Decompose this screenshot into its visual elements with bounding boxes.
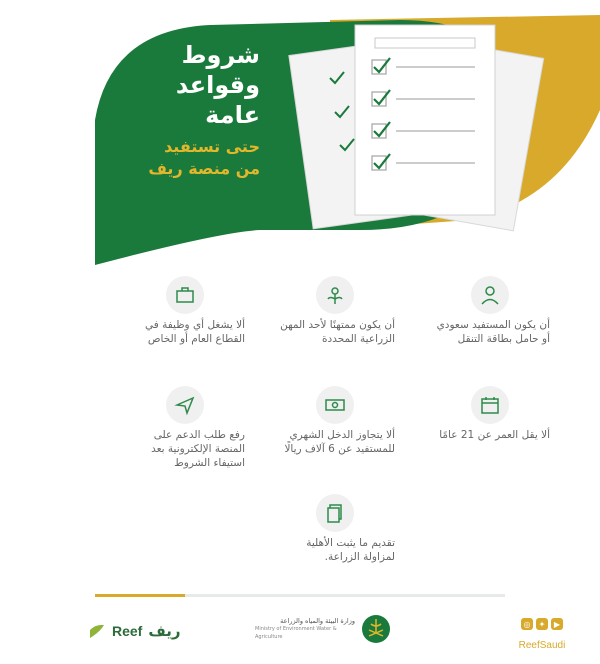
header-art <box>0 0 600 280</box>
ministry-text <box>255 617 355 641</box>
condition-age <box>420 386 560 442</box>
condition-eligibility-proof <box>265 494 405 564</box>
condition-text: ألا يقل العمر عن 21 عامًا <box>439 429 550 441</box>
condition-text: أن يكون المستفيد سعودي أو حامل بطاقة التنقل <box>436 319 550 345</box>
condition-text: رفع طلب الدعم على المنصة الإلكترونية بعد استيفاء الشروط <box>151 429 245 469</box>
title-line-1: شروط <box>181 41 260 69</box>
condition-nationality <box>420 276 560 346</box>
ministry-english: Ministry of Environment Water & Agriculture <box>255 626 337 640</box>
reef-logo <box>88 622 181 640</box>
condition-text: ألا يتجاوز الدخل الشهري للمستفيد عن 6 آلاف ريالًا <box>284 429 395 455</box>
plant-icon <box>316 276 354 314</box>
condition-text: أن يكون ممتهنًا لأحد المهن الزراعية المحددة <box>280 319 395 345</box>
youtube-icon[interactable]: ▶ <box>551 618 563 630</box>
condition-income <box>265 386 405 456</box>
social-handle: ReefSaudi <box>518 640 566 651</box>
checklist-papers <box>289 25 544 231</box>
send-icon <box>166 386 204 424</box>
subtitle-line-2: من منصة ريف <box>148 159 260 178</box>
briefcase-icon <box>166 276 204 314</box>
user-icon <box>471 276 509 314</box>
instagram-icon[interactable]: ◎ <box>521 618 533 630</box>
footer-divider-accent <box>95 594 185 597</box>
subtitle-line-1: حتى تستفيد <box>164 137 260 156</box>
ministry-logo <box>255 614 391 644</box>
social-block <box>512 618 572 652</box>
money-icon <box>316 386 354 424</box>
condition-submit-request <box>115 386 255 470</box>
reef-arabic-text: ريف <box>148 622 181 640</box>
ministry-emblem-icon <box>361 614 391 644</box>
reef-leaf-icon <box>88 622 106 640</box>
condition-text: ألا يشغل أي وظيفة في القطاع العام أو الخاص <box>144 319 245 345</box>
documents-icon <box>316 494 354 532</box>
twitter-icon[interactable]: ✦ <box>536 618 548 630</box>
reef-latin-text: Reef <box>112 623 143 639</box>
calendar-icon <box>471 386 509 424</box>
title-line-2: وقواعد <box>175 71 260 99</box>
ministry-arabic: وزارة البيئة والمياه والزراعة <box>280 617 355 625</box>
condition-profession <box>265 276 405 346</box>
condition-text: تقديم ما يثبت الأهلية لمزاولة الزراعة. <box>306 537 395 563</box>
title-block <box>110 40 260 180</box>
condition-no-employment <box>115 276 255 346</box>
title-line-3: عامة <box>205 101 260 129</box>
